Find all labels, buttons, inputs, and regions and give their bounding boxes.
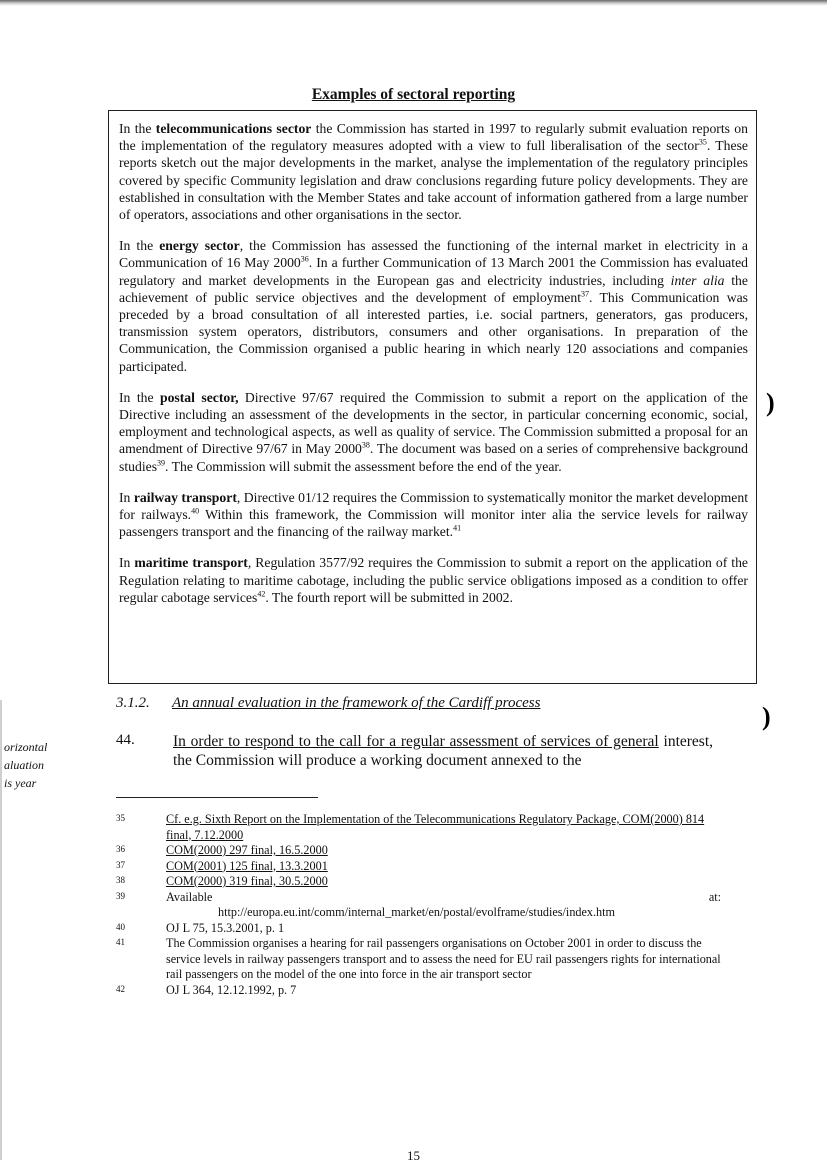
section-title: An annual evaluation in the framework of the Cardiff process <box>172 695 541 711</box>
footnote-39: 39 Available at: http://europa.eu.int/comm/internal_market/en/postal/evolframe/studies/index.htm <box>116 889 721 919</box>
footnote-rule <box>116 797 318 798</box>
footnote-ref[interactable]: 35 <box>698 137 707 147</box>
footnote-ref[interactable]: 40 <box>191 506 200 516</box>
margin-note: orizontal aluation is year <box>4 740 48 790</box>
footnote-42: 42 OJ L 364, 12.12.1992, p. 7 <box>116 982 297 997</box>
footnote-38: 38 COM(2000) 319 final, 30.5.2000 <box>116 874 328 888</box>
scan-top-edge <box>0 0 827 6</box>
hole-punch-mark: ) <box>762 702 771 731</box>
section-heading <box>116 695 540 712</box>
sectoral-reporting-box <box>108 110 757 684</box>
maritime-paragraph: In maritime transport, Regulation 3577/92 requires the Commission to submit a report on the application of the Regulation relating to maritime cabotage, including the public service obligations imposed as a condition to offer regular cabotage services$^{42}$. The fourth report will be submitted in 2002. <box>119 555 748 605</box>
energy-paragraph: In the energy sector, the Commission has assessed the functioning of the internal market in electricity in a Communication of 16 May 2000$^{36}$. In a further Communication of 13 March 2001 the Commission has evaluated regulatory and market developments in the European gas and electricity industries, including inter alia the achievement of public service objectives and the development of employment$^{37}$. This Communication was preceded by a broad consultation of all interested parties, i.e. social partners, generators, gas producers, transmission system operators, distributors, consumers and other organisations. In preparation of the Communication, the Commission organised a public hearing in which nearly 120 associations and companies participated. <box>119 238 749 374</box>
footnote-ref[interactable]: 36 <box>300 254 309 264</box>
footnote-ref[interactable]: 39 <box>157 458 166 468</box>
footnotes <box>116 812 721 998</box>
railway-paragraph: In railway transport, Directive 01/12 requires the Commission to systematically monitor the market development for railways.$^{40}$ Within this framework, the Commission will monitor inter alia the service levels for railway passengers transport and the financing of the railway market.$^{41}$ <box>119 489 748 540</box>
scan-left-edge <box>0 700 2 1160</box>
footnote-ref[interactable]: 41 <box>453 523 462 533</box>
footnote-36: 36 COM(2000) 297 final, 16.5.2000 <box>116 843 328 857</box>
footnote-link[interactable]: http://europa.eu.int/comm/internal_market/en/postal/evolframe/studies/index.htm <box>218 905 616 919</box>
footnote-41: 41 The Commission organises a hearing for rail passengers organisations on October 2001 in order to discuss the service levels in railway passengers transport and to assess the need for EU rail passengers rights for international rail passengers on the model of the one into force in the air transport sector <box>116 936 721 981</box>
paragraph-number: 44. <box>116 732 135 748</box>
paragraph-text: In order to respond to the call for a regular assessment of services of general interest, the Commission will produce a working document annexed to the <box>173 733 714 769</box>
footnote-ref[interactable]: 42 <box>257 589 266 599</box>
telecom-paragraph: In the telecommunications sector the Commission has started in 1997 to regularly submit evaluation reports on the implementation of the regulatory measures adopted with a view to full liberalisation of the sector$^{35}$. These reports sketch out the major developments in the market, analyse the implementation of the regulatory principles covered by specific Community legislation and draw conclusions regarding future policy developments. They are established in consultation with the Member States and take account of information gathered from a large number of operators, associations and other organisations in the sector. <box>119 121 748 223</box>
footnote-ref[interactable]: 37 <box>581 289 590 299</box>
footnote-35: 35 Cf. e.g. Sixth Report on the Implementation of the Telecommunications Regulatory Package, COM(2000) 814 final, 7.12.2000 <box>116 812 705 842</box>
page-number: 15 <box>407 1148 420 1163</box>
hole-punch-mark: ) <box>766 388 775 417</box>
postal-paragraph: In the postal sector, Directive 97/67 required the Commission to submit a report on the application of the Directive including an assessment of the developments in the sector, in particular concerning economic, social, employment and technological aspects, as well as quality of service. The Commission submitted a proposal for an amendment of Directive 97/67 in May 2000$^{38}$. The document was based on a series of comprehensive background studies$^{39}$. The Commission will submit the assessment before the end of the year. <box>119 389 749 474</box>
section-number: 3.1.2. <box>116 695 150 711</box>
box-title: Examples of sectoral reporting <box>311 86 516 103</box>
footnote-40: 40 OJ L 75, 15.3.2001, p. 1 <box>116 920 285 935</box>
footnote-ref[interactable]: 38 <box>361 440 370 450</box>
footnote-37: 37 COM(2001) 125 final, 13.3.2001 <box>116 858 328 873</box>
